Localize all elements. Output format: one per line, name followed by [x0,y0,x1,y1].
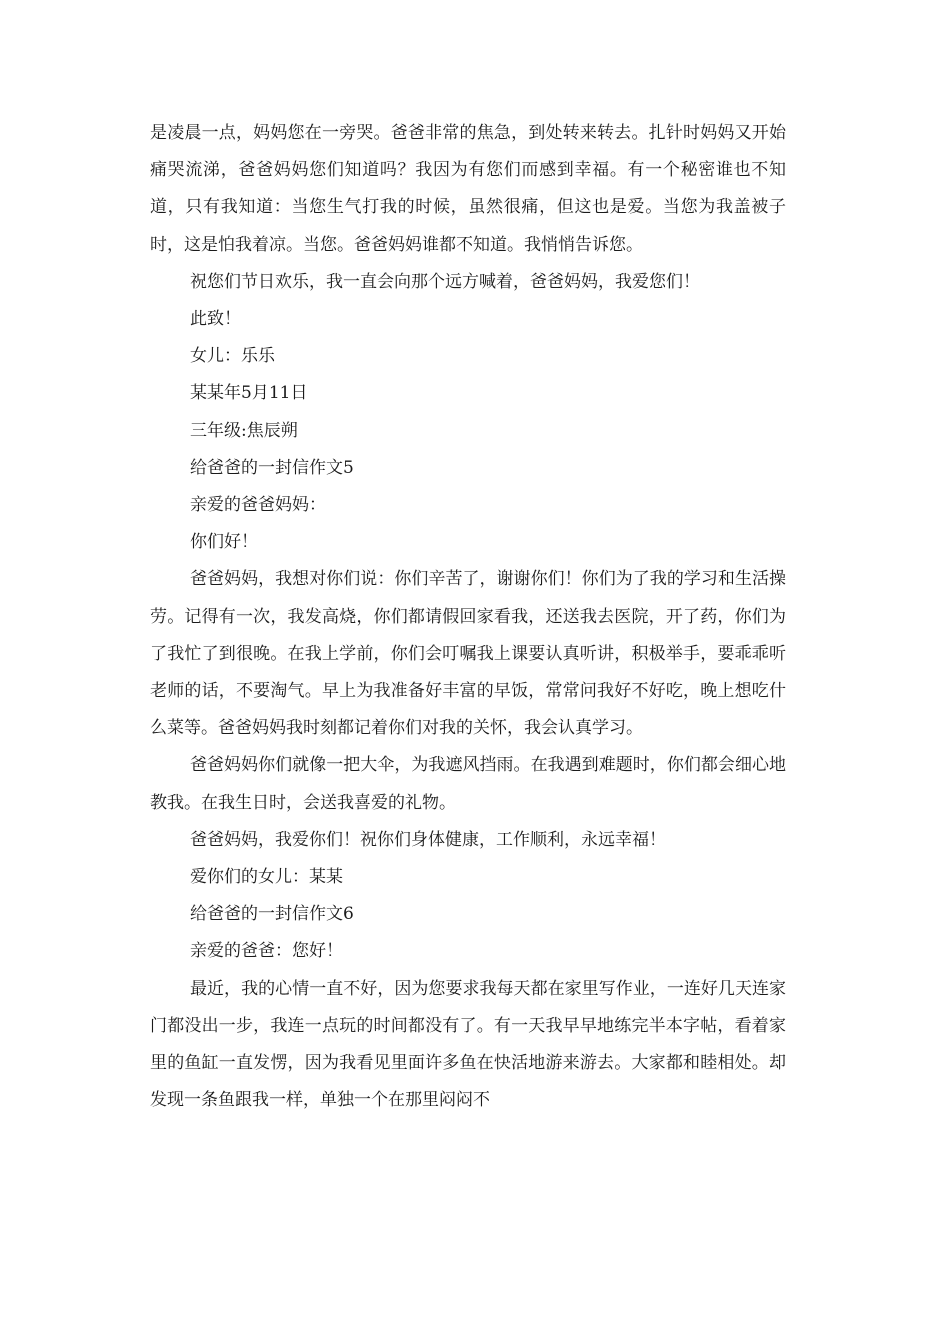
document-page [150,115,786,1119]
salutation-line: 亲爱的爸爸：您好！ [190,941,343,962]
body-paragraph: 爸爸妈妈，我想对你们说：你们辛苦了，谢谢你们！你们为了我的学习和生活操劳。记得有一次，我发高烧，你们都请假回家看我，还送我去医院，开了药，你们为了我忙了到很晚。在我上学前，你们会叮嘱我上课要认真听讲，积极举手，要乖乖听老师的话，不要淘气。早上为我准备好丰富的早饭，常常问我好不好吃，晚上想吃什么菜等。爸爸妈妈我时刻都记着你们对我的关怀，我会认真学习。 [150,569,786,739]
body-paragraph: 是凌晨一点，妈妈您在一旁哭。爸爸非常的焦急，到处转来转去。扎针时妈妈又开始痛哭流涕，爸爸妈妈您们知道吗？我因为有您们而感到幸福。有一个秘密谁也不知道，只有我知道：当您生气打我的时候，虽然很痛，但这也是爱。当您为我盖被子时，这是怕我着凉。当您。爸爸妈妈谁都不知道。我悄悄告诉您。 [150,123,786,255]
body-paragraph: 爸爸妈妈你们就像一把大伞，为我遮风挡雨。在我遇到难题时，你们都会细心地教我。在我生日时，会送我喜爱的礼物。 [150,755,786,813]
section-title: 给爸爸的一封信作文6 [190,904,354,925]
date-line: 某某年5月11日 [190,383,308,404]
signature-line: 爱你们的女儿：某某 [190,867,343,888]
salutation-line: 亲爱的爸爸妈妈： [190,495,326,516]
body-paragraph: 祝您们节日欢乐，我一直会向那个远方喊着，爸爸妈妈，我爱您们！ [190,271,700,292]
signature-line: 女儿：乐乐 [190,346,275,367]
body-paragraph: 最近，我的心情一直不好，因为您要求我每天都在家里写作业，一连好几天连家门都没出一步，我连一点玩的时间都没有了。有一天我早早地练完半本字帖，看着家里的鱼缸一直发愣，因为我看见里面许多鱼在快活地游来游去。大家都和睦相处。却发现一条鱼跟我一样，单独一个在那里闷闷不 [150,978,786,1111]
greeting-line: 你们好！ [190,532,258,553]
section-title: 给爸爸的一封信作文5 [190,457,354,478]
body-paragraph: 爸爸妈妈，我爱你们！祝你们身体健康，工作顺利，永远幸福！ [190,829,666,850]
author-line: 三年级:焦辰朔 [190,420,298,441]
closing-line: 此致！ [190,309,241,330]
